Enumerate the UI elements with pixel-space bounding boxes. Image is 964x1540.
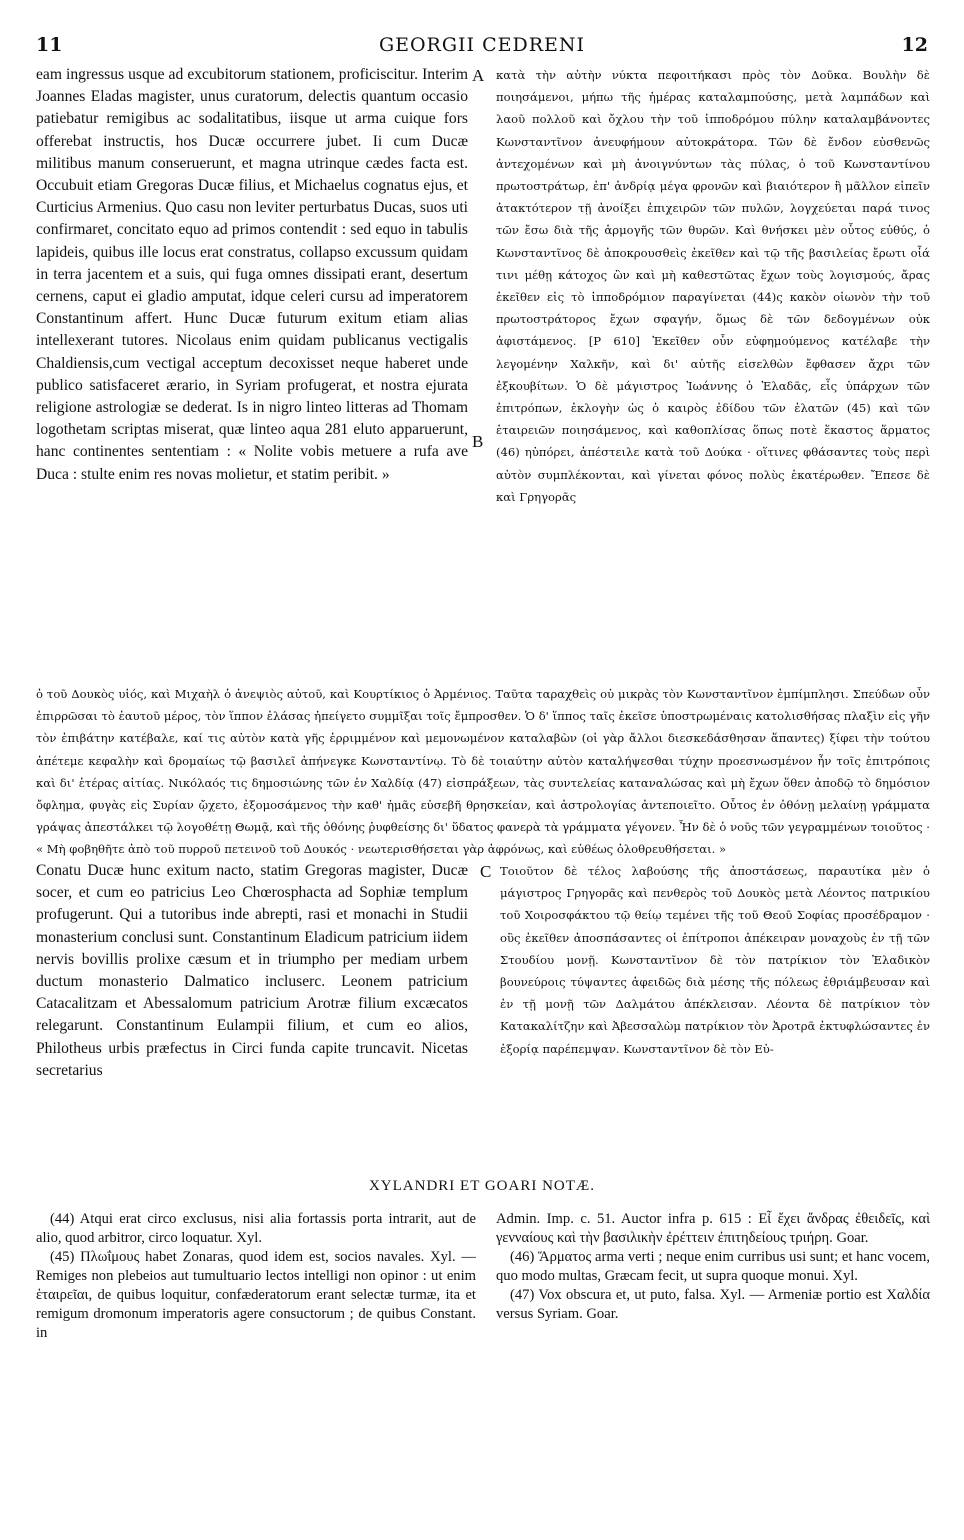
note-45-continued: Admin. Imp. c. 51. Auctor infra p. 615 : Εἶ ἔχει ἄνδρας ἐθειδεῖς, καὶ γενναίους καὶ τὴν βασιλικὴν ἐρέττειν ἐπιτηδείους τριήρη. Goar. [496, 1211, 930, 1246]
latin-column-bottom: Conatu Ducæ hunc exitum nacto, statim Gregoras magister, Ducæ socer, et cum eo patricius Leo Chœrosphacta ad Sophiæ templum profugerunt. Qui a tutoribus inde abrepti, rasi et monachi in Studii monasterium conclusi sunt. Constantinum Eladicum patricium iidem nervis bovillis prolixe cæsum et in triumpho per mediam urbem ductum monasterio Dalmatico incluserc. Leonem patricium Catacalitzam et Abessalomum patricium Arotræ filium excæcatos relegarunt. Constantinum Eulampii filium, et cum eo alios, Philotheus urbis præfectus in Circi funda capite truncavit. Nicetas secretarius [36, 862, 468, 1079]
section-marker-a: A [472, 66, 485, 85]
notes-right-column [496, 1210, 930, 1490]
note-46: (46) Ἅρματος arma verti ; neque enim curribus usi sunt; et hanc vocem, quo modo multas, Græcam fecit, ut supra quoque monui. Xyl. [496, 1249, 930, 1284]
note-45: (45) Πλωΐμους habet Zonaras, quod idem est, socios navales. Xyl. — Remiges non plebeios aut tumultuario lectos intelligi non opinor : ut enim ἑταιρεῖαι, de quibus loquitur, confæderatorum erant selectæ turmæ, ita et remigum dromonum imperatoris agere consuctorum ; de quibus Constant. in [36, 1249, 476, 1341]
latin-column-top: eam ingressus usque ad excubitorum stationem, proficiscitur. Interim Joannes Eladas magister, unus curatorum, delectis quantum occasio patiebatur remigibus ac sodalitatibus, iisque ut arma cuique fors offerebat instructis, hos Ducæ occurrere jubet. Ii cum Ducæ militibus manum conseruerunt, et magna utrinque cædes facta est. Occubuit etiam Gregoras Ducæ filius, et Michaelus cognatus ejus, et Curticius Armenius. Quo casu non leviter perturbatus Ducas, suos uti confirmaret, concitato equo ad primos contendit : sed equo in tabulis lapideis, quibus ille locus erat constratus, collapso excussum quidam in terra jacentem et a suis, qui fuga omnes dissipati erant, desertum cernens, caput ei gladio amputat, idque celeri cursu ad imperatorem Constantinum affert. Hunc Ducæ futurum exitum etiam alias intellexerant tutores. Nicolaus enim quidam publicanus vectigalis Chaldiensis,cum vectigal acceptum decoxisset neque haberet unde publico satisfaceret ærario, in Syriam profugerat, et nostra ejurata religione astrologiæ se dederat. Is in nigro linteo litteras ad Thomam logothetam scriptas miserat, quæ linteo aqua 281 eluto apparuerunt, hanc continentes sententiam : « Nolite vobis metuere a rufa ave Duca : stulte enim res novas molietur, et statim peribit. » [36, 66, 468, 483]
greek-column-top: κατὰ τὴν αὐτὴν νύκτα πεφοιτήκασι πρὸς τὸν Δοῦκα. Βουλὴν δὲ ποιησάμενοι, μήπω τῆς ἡμέρας καταλαμπούσης, μετὰ λαμπάδων καὶ λαοῦ πολλοῦ καὶ ὄχλου τὴν τοῦ ἱπποδρόμου πύλην καταλαμβάνοντες Κωνσταντῖνον ἀνευφήμουν αὐτοκράτορα. Τῶν δὲ ἔνδον εὐσθενῶς ἀντεχομένων καὶ μὴ ἀνοιγνύντων τὰς πύλας, ὁ τοῦ Κωνσταντίνου πρωτοστράτωρ, ἐπ' ἀνδρίᾳ μέγα φρονῶν καὶ βιαιότερον ἢ μᾶλλον εἰπεῖν ἀτακτότερον τῇ ἀνοίξει ἐπιχειρῶν τῶν πυλῶν, λογχεύεται παρά τινος τῶν ἔσω διὰ τῆς ἁρμογῆς τῶν θυρῶν. Καὶ θνήσκει μὲν οὗτος εὐθύς, ὁ Κωνσταντῖνος δὲ ἀποκρουσθεὶς ἐκεῖθεν καὶ τῷ τῆς βασιλείας ἔρωτι οἷά τινι μέθῃ κάτοχος ὢν καὶ μὴ καθεστῶτας ἔχων τοὺς λογισμούς, ἄρας ἐκεῖθεν εἰς τὸ ἱπποδρόμιον παραγίνεται (44)ς κακὸν οἰωνὸν τὴν τοῦ πρωτοστράτορος ἔχων σφαγήν, ὅμως δὲ τῶν δεδογμένων οὐκ ἀφιστάμενος. [P 610] Ἐκεῖθεν οὖν εὐφημούμενος κατέλαβε τὴν λεγομένην Χαλκῆν, καὶ δι' αὐτῆς εἰσελθὼν ἔφθασεν ἄχρι τῶν ἐξκουβίτων. Ὁ δὲ μάγιστρος Ἰωάννης ὁ Ἐλαδᾶς, εἷς ὑπάρχων τῶν ἐπιτρόπων, ἐκλογὴν ὡς ὁ καιρὸς ἐδίδου τῶν ἐλατῶν (45) καὶ τῶν ἑταιρειῶν ποιησάμενος, καὶ καθοπλίσας ὅπως ποτὲ ἕκαστος ἅρματος (46) ηὐπόρει, ἀπέστειλε κατὰ τοῦ Δούκα · οἵτινες φθάσαντες τοὺς περὶ αὐτὸν συμπλέκονται, καὶ γίνεται φόνος πολὺς ἑκατέρωθεν. Ἔπεσε δὲ καὶ Γρηγορᾶς [496, 68, 930, 504]
greek-column-bottom: Τοιοῦτον δὲ τέλος λαβούσης τῆς ἀποστάσεως, παραυτίκα μὲν ὁ μάγιστρος Γρηγορᾶς καὶ πενθερὸς τοῦ Δουκὸς μετὰ Λέοντος πατρικίου τοῦ Χοιροσφάκτου τῷ θείῳ τεμένει τῆς τοῦ Θεοῦ Σοφίας προσέδραμον · οὓς ἐκεῖθεν ἀποσπάσαντες οἱ ἐπίτροποι ἀπέκειραν μοναχοὺς ἐν τῇ τῶν Στουδίου μονῇ. Κωνσταντῖνον δὲ τὸν πατρίκιον τὸν Ἐλαδικὸν βουνεύροις τύψαντες ἀφειδῶς διὰ μέσης τῆς πόλεως ἐθριάμβευσαν καὶ ἐν τῇ μονῇ τῶν Δαλμάτου ἀπέκλεισαν. Λέοντα δὲ πατρίκιον τὸν Κατακαλίτζην καὶ Ἀβεσσαλὼμ πατρίκιον τὸν Ἀροτρᾶ ἐκτυφλώσαντες ἐν ἐξορίᾳ παρέπεμψαν. Κωνσταντῖνον δὲ τὸν Εὐ- [500, 864, 930, 1056]
running-title: GEORGII CEDRENI [378, 34, 586, 56]
note-44: (44) Atqui erat circo exclusus, nisi alia fortassis porta intrarit, aut de alio, quod arbitror, circo loquatur. Xyl. [36, 1211, 476, 1246]
page-number-left: 11 [36, 34, 63, 56]
notes-heading: XYLANDRI ET GOARI NOTÆ. [368, 1178, 596, 1194]
note-47: (47) Vox obscura et, ut puto, falsa. Xyl. — Armeniæ portio est Χαλδία versus Syriam. Goar. [496, 1287, 930, 1322]
section-marker-b: B [472, 432, 484, 451]
page-number-right: 12 [901, 34, 928, 56]
page-header [36, 34, 928, 58]
section-marker-c: C [480, 862, 492, 881]
notes-left-column [36, 1210, 476, 1490]
greek-full-width-text: ὁ τοῦ Δουκὸς υἱός, καὶ Μιχαὴλ ὁ ἀνεψιὸς αὐτοῦ, καὶ Κουρτίκιος ὁ Ἀρμένιος. Ταῦτα ταραχθεὶς οὐ μικρὰς τὸν Κωνσταντῖνον ἐμπίμπλησι. Σπεύδων οὖν ἐπιρρῶσαι τὸ ἑαυτοῦ μέρος, τὸν ἵππον ἐλάσας ἠπείγετο συμμῖξαι τοῖς ἔμπροσθεν. Ὁ δ' ἵππος ταῖς ἐκεῖσε ὑποστρωμέναις κατολισθήσας πλαξὶν εἰς γῆν τὸν ἐπιβάτην κατέβαλε, καί τις αὐτὸν κατὰ γῆς ἐρριμμένον καὶ μεμονωμένον καταλαβὼν (οἱ γὰρ ἄλλοι διεσκεδάσθησαν ἅπαντες) ξίφει τὴν τούτου ἀπέτεμε κεφαλὴν καὶ δρομαίως τῷ βασιλεῖ ἀπήνεγκε Κωνσταντίνῳ. Τὸ δὲ τοιαύτην αὐτὸν καταλήψεσθαι τύχην προεσνωσμένον ἦν τοῖς ἐπιτρόποις καὶ δι' ἑτέρας αἰτίας. Νικόλαός τις δημοσιώνης τῶν ἐν Χαλδίᾳ (47) εἰσπράξεων, τὰς συντελείας καταναλώσας καὶ μὴ ἔχων ὅθεν ἀποδῷ τὸ δημόσιον ὄφλημα, φυγὰς εἰς Συρίαν ᾤχετο, ἐξομοσάμενος τὴν καθ' ἡμᾶς εὐσεβῆ θρησκείαν, καὶ ἀστρολογίας ἀντεποιεῖτο. Οὗτος ἐν ὀθόνῃ μελαίνῃ γράμματα γράψας ἀπεστάλκει τῷ λογοθέτῃ Θωμᾷ, καὶ τῆς ὀθόνης ῥυφθείσης δι' ὕδατος φανερὰ τὰ γράμματα γέγονεν. Ἦν δὲ ὁ νοῦς τῶν γεγραμμένων τοιοῦτος · « Μὴ φοβηθῆτε ἀπὸ τοῦ πυρροῦ πετεινοῦ τοῦ Δουκός · νεωτερισθήσεται γὰρ ἀφρόνως, καὶ εὐθέως ὀλοθρευθήσεται. » [36, 687, 930, 857]
